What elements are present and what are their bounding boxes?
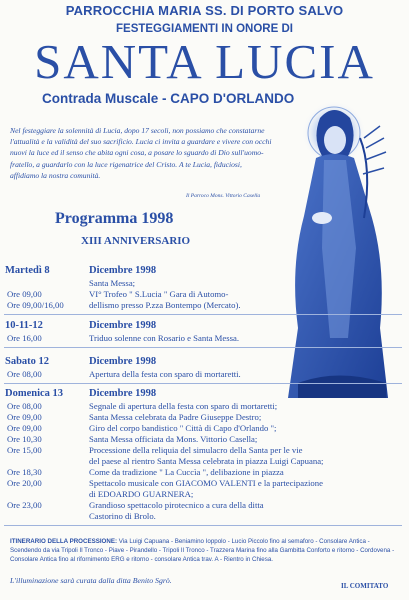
schedule-time: Ore 16,00: [7, 333, 42, 343]
saint-lucia-image: [268, 98, 409, 398]
schedule-event: Grandioso spettacolo pirotecnico a cura della ditta: [89, 500, 264, 510]
schedule-time: Ore 08,00: [7, 369, 42, 379]
schedule-divider: [4, 383, 402, 384]
schedule-event: Giro del corpo bandistico " Città di Capo d'Orlando ";: [89, 423, 277, 433]
schedule-month: Dicembre 1998: [89, 356, 157, 367]
schedule-time: Ore 23,00: [7, 500, 42, 510]
schedule-row: [5, 412, 405, 423]
schedule-event: VI° Trofeo " S.Lucia " Gara di Automo-: [89, 289, 229, 299]
itinerary-label: ITINERARIO DELLA PROCESSIONE:: [10, 538, 118, 545]
schedule-time: Ore 09,00: [7, 423, 42, 433]
schedule-time: Ore 18,30: [7, 467, 42, 477]
schedule-event: Apertura della festa con sparo di mortaretti.: [89, 369, 241, 379]
schedule-divider: [4, 314, 402, 315]
schedule-time: Ore 10,30: [7, 434, 42, 444]
schedule-row: [5, 456, 405, 467]
schedule-row: [5, 369, 405, 380]
schedule-event: Triduo solenne con Rosario e Santa Messa.: [89, 333, 240, 343]
illumination-note: L'illuminazione sarà curata dalla ditta Benito Sgrò.: [10, 576, 172, 585]
schedule-time: Ore 08,00: [7, 401, 42, 411]
schedule-row: [5, 278, 405, 289]
schedule-row: [5, 333, 405, 344]
program-title: Programma 1998: [55, 210, 174, 227]
schedule-row: [5, 478, 405, 489]
poster-title: SANTA LUCIA: [34, 34, 375, 89]
schedule-day: 10-11-12: [5, 320, 43, 331]
schedule-event: Come da tradizione " La Cuccìa ", delibazione in piazza: [89, 467, 284, 477]
parish-name: PARROCCHIA MARIA SS. DI PORTO SALVO: [65, 3, 344, 18]
committee-signature: IL COMITATO: [341, 582, 389, 590]
schedule-event: Santa Messa;: [89, 278, 136, 288]
schedule-row: [5, 500, 405, 511]
location-line: Contrada Muscale - CAPO D'ORLANDO: [42, 91, 295, 106]
schedule-month: Dicembre 1998: [89, 388, 157, 399]
itinerary-text: Via Luigi Capuana - Beniamino Ioppolo - Lucio Piccolo fino al semaforo - Consolare Antica - Scendendo da via Tripoli Il Tronco - Piave - Pirandello - Tripoli Il Tronco - Trazzera Marina fino alla Gambitta Conforto e ritorno - Cordovena - Consolare Antica fino al rifornimento ERG e ritorno - consolare Antica trav. A - Rientro in Chiesa.: [10, 538, 395, 563]
schedule-month: Dicembre 1998: [89, 320, 157, 331]
schedule-divider: [4, 525, 402, 526]
intro-text: Nel festeggiare la solennità di Lucia, dopo 17 secoli, non possiamo che constatarne l'attualità e la validità del suo sacrificio. Lucia ci invita a guardare e vivere con occhi nuovi la luce ed il senso che abita ogni cosa, a posare lo sguardo di Dio sull'uomo-fratello, a guardarlo con la luce rigenatrice del Cristo. A te Lucia, fiduciosi, affidiamo la nostra comunità.: [10, 126, 272, 180]
schedule-time: Ore 09,00/16,00: [7, 300, 64, 310]
schedule-row: [5, 445, 405, 456]
schedule-event: Segnale di apertura della festa con sparo di mortaretti;: [89, 401, 278, 411]
schedule-event: Santa Messa celebrata da Padre Giuseppe Destro;: [89, 412, 262, 422]
schedule-time: Ore 20,00: [7, 478, 42, 488]
schedule-event: Santa Messa officiata da Mons. Vittorio Casella;: [89, 434, 258, 444]
schedule-event: di EDOARDO GUARNERA;: [89, 489, 194, 499]
anniversary-label: XIII ANNIVERSARIO: [81, 235, 191, 247]
schedule-row: [5, 423, 405, 434]
schedule-row: [5, 511, 405, 522]
schedule-row: [5, 434, 405, 445]
schedule-month: Dicembre 1998: [89, 265, 157, 276]
schedule-row: [5, 289, 405, 300]
schedule-time: Ore 15,00: [7, 445, 42, 455]
schedule-event: Castorino di Brolo.: [89, 511, 156, 521]
intro-signature: Il Parroco Mons. Vittorio Casella: [186, 193, 261, 199]
schedule-day: Sabato 12: [5, 356, 50, 367]
schedule-day: Martedì 8: [5, 265, 50, 276]
schedule-time: Ore 09,00: [7, 289, 42, 299]
schedule-row: [5, 489, 405, 500]
schedule-event: del paese al rientro Santa Messa celebrata in piazza Luigi Capuana;: [89, 456, 324, 466]
schedule-event: Processione della reliquia del simulacro della Santa per le vie: [89, 445, 303, 455]
schedule-event: Spettacolo musicale con GIACOMO VALENTI e la partecipazione: [89, 478, 323, 488]
schedule-row: [5, 300, 405, 311]
schedule-day: Domenica 13: [5, 388, 64, 399]
schedule-time: Ore 09,00: [7, 412, 42, 422]
schedule-row: [5, 401, 405, 412]
procession-itinerary: [10, 537, 400, 564]
festival-subtitle: FESTEGGIAMENTI IN ONORE DI: [116, 23, 293, 35]
schedule-divider: [4, 347, 402, 348]
schedule-event: dellismo presso P.zza Bontempo (Mercato).: [89, 300, 241, 310]
schedule-row: [5, 467, 405, 478]
